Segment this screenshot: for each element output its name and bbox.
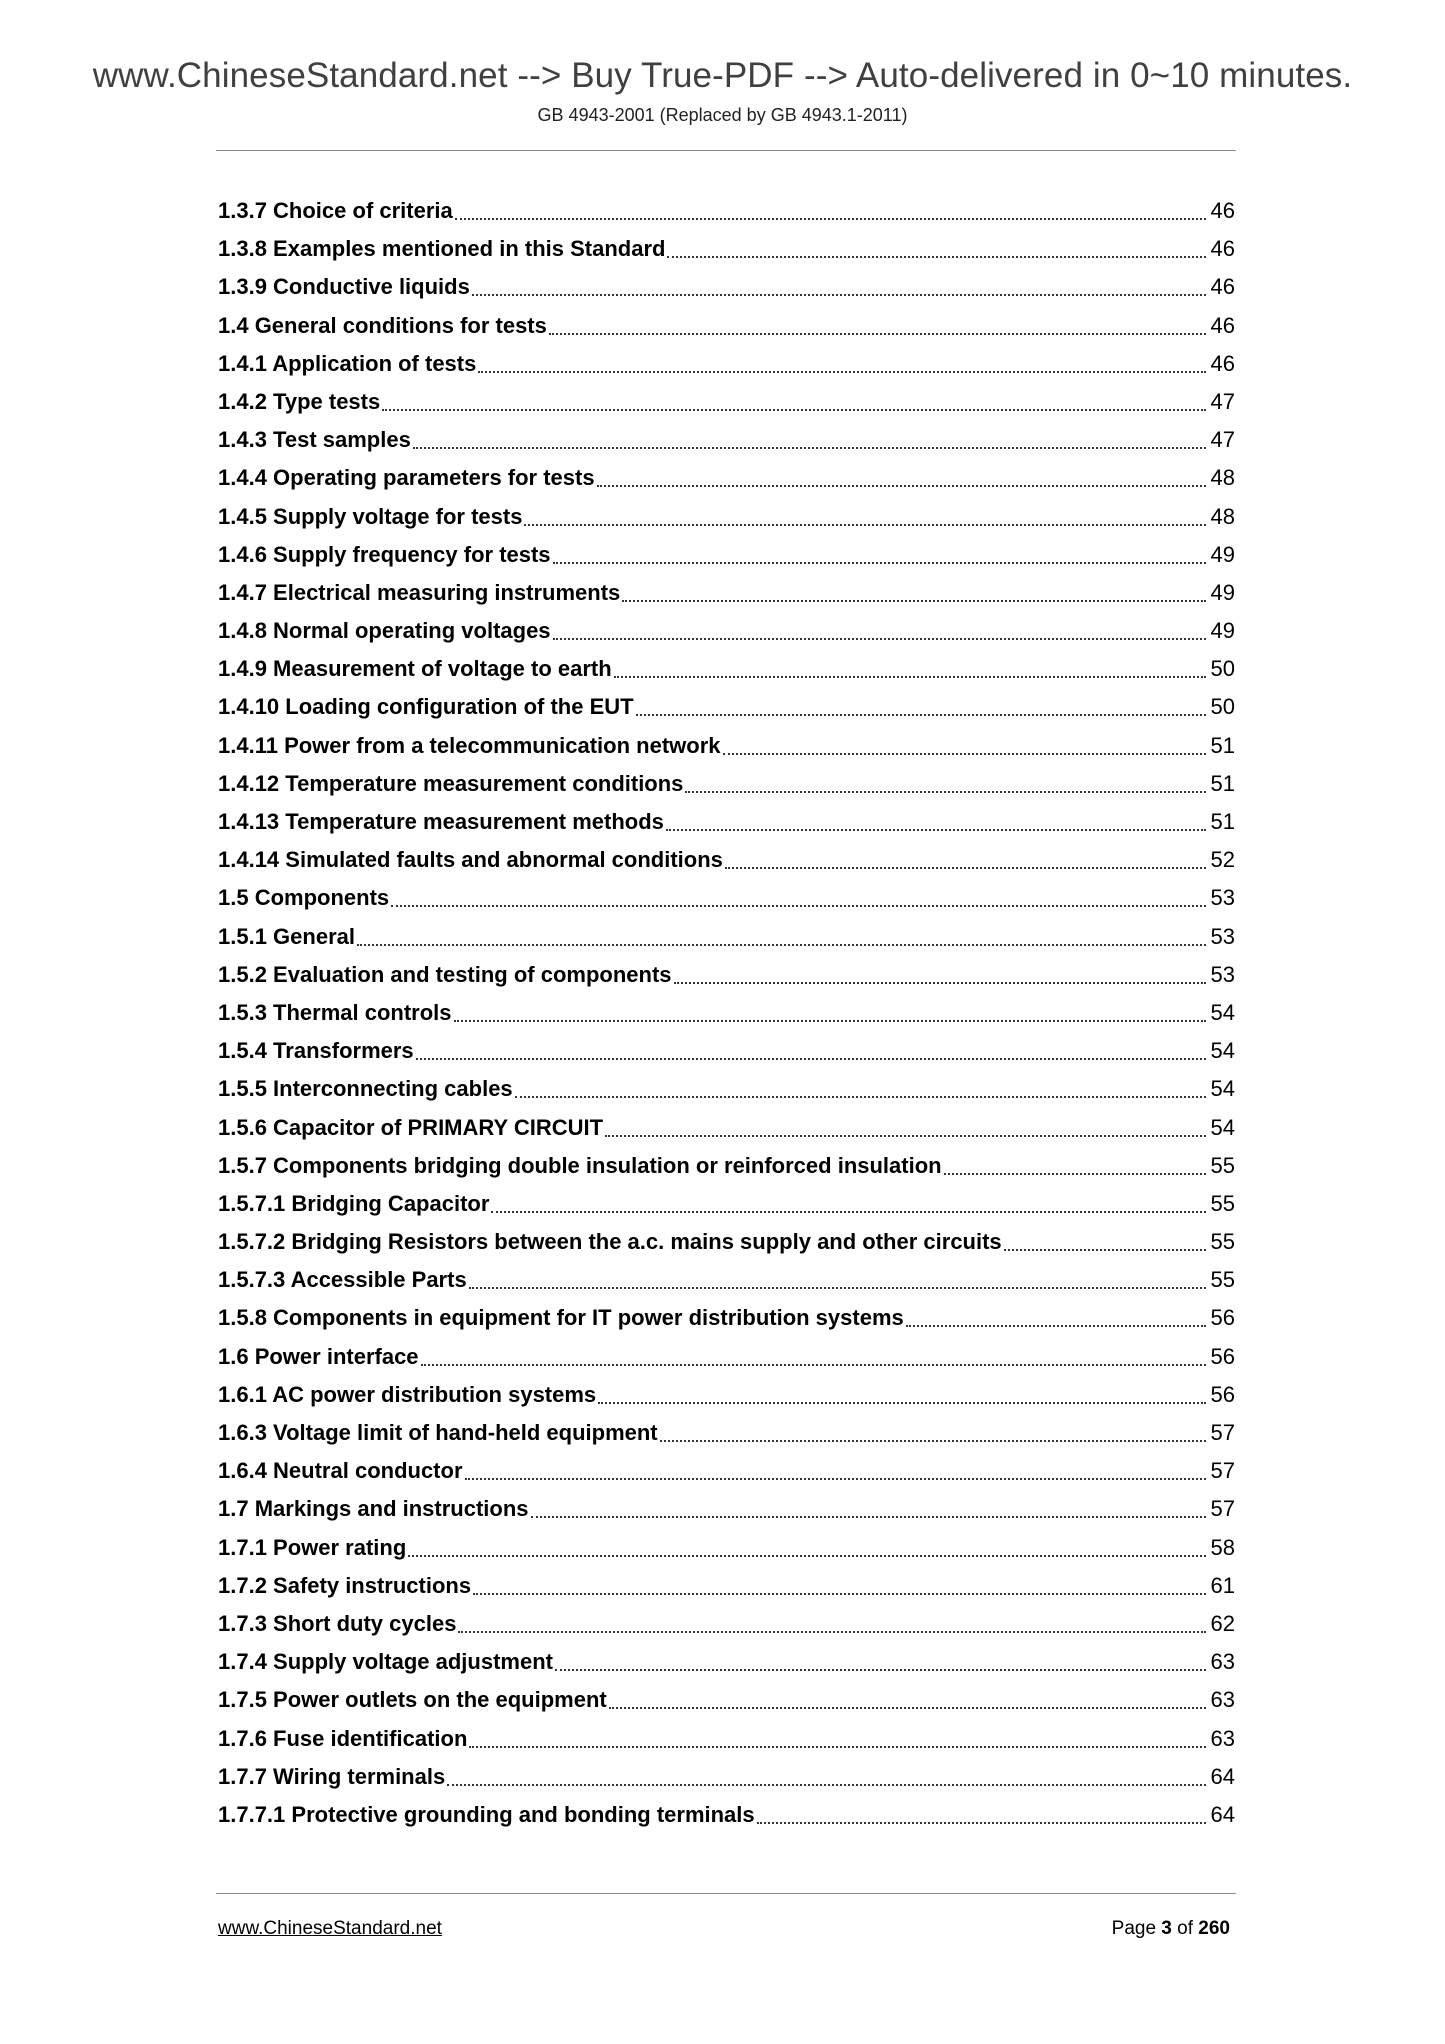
- toc-entry-page: 46: [1210, 274, 1235, 300]
- table-of-contents: [218, 196, 1235, 1838]
- toc-entry-title: 1.7.1 Power rating: [218, 1534, 407, 1560]
- toc-dot-leader: [549, 313, 1206, 335]
- toc-dot-leader: [447, 1764, 1206, 1786]
- toc-dot-leader: [609, 1687, 1206, 1709]
- total-pages: 260: [1198, 1918, 1230, 1939]
- toc-entry[interactable]: [218, 540, 1235, 578]
- toc-entry[interactable]: [218, 1456, 1235, 1494]
- toc-dot-leader: [469, 1267, 1206, 1289]
- toc-entry-title: 1.5.3 Thermal controls: [218, 999, 452, 1025]
- toc-dot-leader: [667, 236, 1206, 258]
- toc-dot-leader: [454, 1000, 1206, 1022]
- toc-dot-leader: [725, 847, 1206, 869]
- toc-entry[interactable]: [218, 502, 1235, 540]
- toc-entry-page: 50: [1210, 656, 1235, 682]
- toc-entry-title: 1.6.3 Voltage limit of hand-held equipment: [218, 1420, 658, 1445]
- toc-dot-leader: [515, 1076, 1206, 1098]
- toc-entry-page: 63: [1210, 1649, 1235, 1675]
- toc-entry[interactable]: [218, 1265, 1235, 1303]
- toc-dot-leader: [469, 1726, 1206, 1748]
- site-banner[interactable]: www.ChineseStandard.net --> Buy True-PDF --> Auto-delivered in 0~10 minutes.: [92, 56, 1353, 95]
- toc-entry-page: 49: [1210, 618, 1235, 644]
- document-subtitle: GB 4943-2001 (Replaced by GB 4943.1-2011): [537, 105, 908, 125]
- toc-dot-leader: [944, 1153, 1206, 1175]
- toc-dot-leader: [1004, 1229, 1206, 1251]
- toc-entry-title: 1.7.3 Short duty cycles: [218, 1610, 457, 1636]
- toc-entry-page: 49: [1210, 579, 1235, 605]
- toc-entry-page: 56: [1210, 1381, 1235, 1407]
- toc-entry-title: 1.5.6 Capacitor of PRIMARY CIRCUIT: [218, 1114, 604, 1140]
- toc-entry-title: 1.4.3 Test samples: [218, 427, 411, 453]
- toc-entry-page: 55: [1210, 1229, 1235, 1255]
- toc-dot-leader: [465, 1458, 1206, 1480]
- toc-dot-leader: [531, 1496, 1206, 1518]
- page-label: Page: [1111, 1918, 1157, 1939]
- toc-entry[interactable]: [218, 1227, 1235, 1265]
- toc-dot-leader: [660, 1420, 1206, 1442]
- toc-dot-leader: [597, 465, 1206, 487]
- toc-dot-leader: [472, 274, 1206, 296]
- toc-entry-title: 1.6 Power interface: [218, 1343, 419, 1369]
- toc-entry-page: 46: [1210, 350, 1235, 376]
- footer-site-link[interactable]: www.ChineseStandard.net: [218, 1918, 442, 1939]
- toc-entry-title: 1.5.7.2 Bridging Resistors between the a.c. mains supply and other circuits: [218, 1229, 1002, 1255]
- toc-entry-page: 53: [1210, 923, 1235, 949]
- toc-dot-leader: [391, 885, 1206, 907]
- toc-dot-leader: [413, 427, 1206, 449]
- toc-entry[interactable]: [218, 387, 1235, 425]
- toc-entry-page: 54: [1210, 1038, 1235, 1064]
- toc-entry-title: 1.4 General conditions for tests: [218, 312, 547, 338]
- toc-entry-page: 53: [1210, 885, 1235, 911]
- toc-entry-title: 1.7.5 Power outlets on the equipment: [218, 1687, 607, 1713]
- toc-entry[interactable]: [218, 1036, 1235, 1074]
- toc-entry-title: 1.5.8 Components in equipment for IT power distribution systems: [218, 1305, 904, 1331]
- toc-entry[interactable]: [218, 807, 1235, 845]
- toc-entry-title: 1.4.4 Operating parameters for tests: [218, 465, 595, 491]
- toc-dot-leader: [473, 1573, 1206, 1595]
- toc-entry-page: 63: [1210, 1725, 1235, 1751]
- toc-entry-page: 46: [1210, 312, 1235, 338]
- toc-entry[interactable]: [218, 1724, 1235, 1762]
- toc-entry-title: 1.4.1 Application of tests: [218, 350, 477, 376]
- toc-dot-leader: [458, 1611, 1206, 1633]
- toc-entry[interactable]: [218, 1074, 1235, 1112]
- toc-entry[interactable]: [218, 731, 1235, 769]
- toc-entry[interactable]: [218, 1762, 1235, 1800]
- toc-entry-page: 54: [1210, 999, 1235, 1025]
- toc-entry-page: 56: [1210, 1305, 1235, 1331]
- toc-entry[interactable]: [218, 196, 1235, 234]
- toc-entry[interactable]: [218, 1571, 1235, 1609]
- toc-dot-leader: [408, 1535, 1206, 1557]
- toc-entry[interactable]: [218, 1647, 1235, 1685]
- toc-entry-page: 54: [1210, 1114, 1235, 1140]
- toc-entry-page: 57: [1210, 1458, 1235, 1484]
- toc-entry[interactable]: [218, 1494, 1235, 1532]
- toc-entry-page: 64: [1210, 1763, 1235, 1789]
- toc-entry-title: 1.4.12 Temperature measurement conditions: [218, 770, 684, 796]
- toc-entry-page: 62: [1210, 1610, 1235, 1636]
- toc-dot-leader: [421, 1344, 1206, 1366]
- toc-entry-title: 1.4.14 Simulated faults and abnormal conditions: [218, 847, 723, 873]
- toc-entry-title: 1.4.11 Power from a telecommunication network: [218, 732, 721, 758]
- toc-dot-leader: [416, 1038, 1206, 1060]
- toc-dot-leader: [636, 694, 1206, 716]
- toc-entry[interactable]: [218, 1151, 1235, 1189]
- toc-dot-leader: [553, 542, 1206, 564]
- toc-entry[interactable]: [218, 1342, 1235, 1380]
- toc-entry-title: 1.7.6 Fuse identification: [218, 1725, 468, 1751]
- toc-entry-title: 1.4.10 Loading configuration of the EUT: [218, 694, 634, 720]
- toc-entry[interactable]: [218, 883, 1235, 921]
- toc-entry[interactable]: [218, 922, 1235, 960]
- toc-entry[interactable]: [218, 1303, 1235, 1341]
- toc-entry-page: 51: [1210, 770, 1235, 796]
- toc-entry[interactable]: [218, 616, 1235, 654]
- toc-dot-leader: [685, 771, 1206, 793]
- toc-entry[interactable]: [218, 311, 1235, 349]
- toc-entry-title: 1.4.2 Type tests: [218, 388, 381, 414]
- toc-entry[interactable]: [218, 234, 1235, 272]
- toc-entry-title: 1.7.4 Supply voltage adjustment: [218, 1649, 553, 1675]
- toc-entry-page: 47: [1210, 427, 1235, 453]
- toc-entry-page: 51: [1210, 732, 1235, 758]
- toc-dot-leader: [455, 198, 1206, 220]
- toc-entry-title: 1.7.2 Safety instructions: [218, 1572, 472, 1598]
- toc-entry[interactable]: [218, 692, 1235, 730]
- page-number: [1112, 1918, 1230, 1940]
- toc-entry-title: 1.4.13 Temperature measurement methods: [218, 809, 664, 834]
- toc-dot-leader: [598, 1382, 1206, 1404]
- toc-entry-page: 47: [1210, 388, 1235, 414]
- toc-dot-leader: [382, 389, 1206, 411]
- toc-entry-title: 1.3.9 Conductive liquids: [218, 274, 470, 300]
- toc-entry-page: 48: [1210, 503, 1235, 529]
- toc-entry-page: 63: [1210, 1687, 1235, 1713]
- toc-entry-page: 57: [1210, 1420, 1235, 1445]
- toc-dot-leader: [524, 504, 1206, 526]
- toc-entry-title: 1.4.6 Supply frequency for tests: [218, 541, 551, 567]
- toc-dot-leader: [357, 924, 1206, 946]
- toc-entry-title: 1.5.7.3 Accessible Parts: [218, 1267, 467, 1293]
- toc-entry-page: 57: [1210, 1496, 1235, 1522]
- toc-entry-title: 1.6.1 AC power distribution systems: [218, 1381, 597, 1407]
- toc-entry-title: 1.5.2 Evaluation and testing of components: [218, 961, 672, 987]
- toc-entry[interactable]: [218, 1418, 1235, 1456]
- page-of-label: of: [1177, 1918, 1194, 1939]
- footer-divider: [216, 1893, 1236, 1894]
- toc-entry-page: 52: [1210, 847, 1235, 873]
- toc-dot-leader: [614, 656, 1206, 678]
- toc-entry[interactable]: [218, 1533, 1235, 1571]
- toc-entry-title: 1.5 Components: [218, 885, 390, 911]
- toc-dot-leader: [553, 618, 1206, 640]
- toc-entry-title: 1.7.7 Wiring terminals: [218, 1763, 446, 1789]
- toc-entry-title: 1.7 Markings and instructions: [218, 1496, 529, 1522]
- toc-entry-title: 1.4.7 Electrical measuring instruments: [218, 579, 621, 605]
- toc-entry[interactable]: [218, 960, 1235, 998]
- toc-entry[interactable]: [218, 425, 1235, 463]
- toc-dot-leader: [622, 580, 1206, 602]
- toc-entry-title: 1.4.8 Normal operating voltages: [218, 618, 551, 644]
- toc-entry[interactable]: [218, 654, 1235, 692]
- toc-entry[interactable]: [218, 1685, 1235, 1723]
- toc-entry-page: 64: [1210, 1801, 1235, 1827]
- toc-entry[interactable]: [218, 1800, 1235, 1838]
- toc-entry-page: 61: [1210, 1572, 1235, 1598]
- toc-entry-page: 56: [1210, 1343, 1235, 1369]
- toc-dot-leader: [906, 1305, 1206, 1327]
- toc-entry[interactable]: [218, 1380, 1235, 1418]
- toc-entry-title: 1.3.7 Choice of criteria: [218, 198, 453, 223]
- toc-entry[interactable]: [218, 1189, 1235, 1227]
- toc-entry-title: 1.4.9 Measurement of voltage to earth: [218, 656, 612, 682]
- toc-entry[interactable]: [218, 349, 1235, 387]
- toc-entry[interactable]: [218, 845, 1235, 883]
- current-page: 3: [1161, 1918, 1172, 1939]
- header-divider: [216, 150, 1236, 151]
- toc-entry[interactable]: [218, 578, 1235, 616]
- toc-entry-title: 1.5.7.1 Bridging Capacitor: [218, 1190, 490, 1216]
- toc-entry-title: 1.4.5 Supply voltage for tests: [218, 503, 523, 529]
- toc-entry-page: 46: [1210, 198, 1235, 223]
- toc-entry-page: 46: [1210, 236, 1235, 262]
- toc-entry[interactable]: [218, 272, 1235, 310]
- toc-entry[interactable]: [218, 463, 1235, 501]
- toc-entry-title: 1.5.5 Interconnecting cables: [218, 1076, 513, 1102]
- toc-entry-page: 54: [1210, 1076, 1235, 1102]
- toc-entry-page: 53: [1210, 961, 1235, 987]
- toc-entry-page: 49: [1210, 541, 1235, 567]
- toc-entry-title: 1.5.7 Components bridging double insulation or reinforced insulation: [218, 1152, 942, 1178]
- toc-dot-leader: [478, 351, 1206, 373]
- toc-dot-leader: [555, 1649, 1206, 1671]
- toc-entry-title: 1.5.1 General: [218, 923, 355, 949]
- toc-entry[interactable]: [218, 1113, 1235, 1151]
- toc-entry-page: 50: [1210, 694, 1235, 720]
- toc-dot-leader: [723, 733, 1207, 755]
- toc-entry[interactable]: [218, 769, 1235, 807]
- toc-dot-leader: [491, 1191, 1206, 1213]
- toc-dot-leader: [666, 809, 1206, 831]
- toc-entry-page: 55: [1210, 1190, 1235, 1216]
- toc-entry-title: 1.7.7.1 Protective grounding and bonding terminals: [218, 1801, 755, 1827]
- toc-entry-title: 1.5.4 Transformers: [218, 1038, 414, 1064]
- toc-entry-page: 58: [1210, 1534, 1235, 1560]
- toc-entry[interactable]: [218, 1609, 1235, 1647]
- toc-dot-leader: [605, 1115, 1206, 1137]
- toc-entry-page: 55: [1210, 1152, 1235, 1178]
- toc-entry[interactable]: [218, 998, 1235, 1036]
- toc-entry-page: 48: [1210, 465, 1235, 491]
- toc-entry-title: 1.3.8 Examples mentioned in this Standard: [218, 236, 666, 262]
- toc-dot-leader: [674, 962, 1206, 984]
- toc-entry-page: 55: [1210, 1267, 1235, 1293]
- toc-entry-title: 1.6.4 Neutral conductor: [218, 1458, 463, 1484]
- toc-dot-leader: [757, 1802, 1206, 1824]
- toc-entry-page: 51: [1210, 809, 1235, 834]
